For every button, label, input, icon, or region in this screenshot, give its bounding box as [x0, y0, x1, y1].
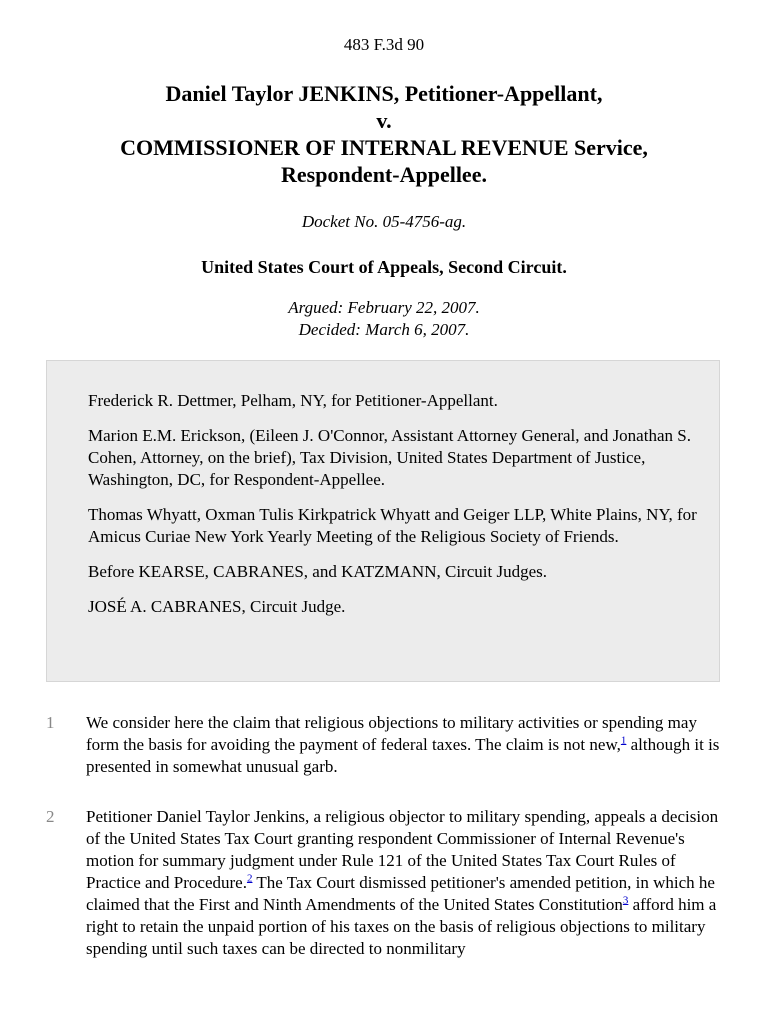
decided-date: Decided: March 6, 2007. — [298, 320, 470, 339]
paragraph-number: 2 — [46, 807, 55, 826]
footnote-link[interactable]: 2 — [246, 872, 253, 885]
paragraph-text-segment: although it is presented in somewhat unusual garb. — [86, 735, 720, 776]
counsel-panel — [46, 360, 720, 682]
docket-number: Docket No. 05-4756-ag. — [301, 212, 467, 231]
case-caption — [0, 80, 768, 188]
paragraph-text-segment: The Tax Court dismissed petitioner's amended petition, in which he claimed that the First and Ninth Amendments of the United States Constitution — [86, 873, 715, 914]
paragraph-text-segment: afford him a right to retain the unpaid portion of his taxes on the basis of religious objections to military spending until such taxes can be directed to nonmilitary — [86, 895, 717, 958]
counsel-amicus: Thomas Whyatt, Oxman Tulis Kirkpatrick Whyatt and Geiger LLP, White Plains, NY, for Amicus Curiae New York Yearly Meeting of the Religious Society of Friends. — [88, 505, 697, 546]
case-dates — [0, 297, 768, 341]
paragraph-text-segment: We consider here the claim that religious objections to military activities or spending may form the basis for avoiding the payment of federal taxes. The claim is not new, — [86, 713, 697, 754]
footnote-link[interactable]: 1 — [620, 734, 627, 747]
versus-line: v. — [376, 108, 392, 133]
opinion-author: JOSÉ A. CABRANES, Circuit Judge. — [88, 597, 346, 616]
petitioner-line: Daniel Taylor JENKINS, Petitioner-Appellant, — [165, 81, 603, 106]
paragraph-text-segment: Petitioner Daniel Taylor Jenkins, a religious objector to military spending, appeals a decision of the United States Tax Court granting respondent Commissioner of Internal Revenue's motion for summary judgment under Rule 121 of the United States Tax Court Rules of Practice and Procedure. — [86, 807, 719, 892]
respondent-line: COMMISSIONER OF INTERNAL REVENUE Service, — [120, 135, 648, 160]
counsel-respondent: Marion E.M. Erickson, (Eileen J. O'Connor, Assistant Attorney General, and Jonathan S. Cohen, Attorney, on the brief), Tax Division, United States Department of Justice, Washington, DC, for Respondent-Appellee. — [88, 426, 691, 489]
case-citation: 483 F.3d 90 — [343, 35, 425, 54]
paragraph-number: 1 — [46, 713, 55, 732]
paragraph-text — [86, 806, 726, 960]
court-name: United States Court of Appeals, Second Circuit. — [201, 257, 567, 277]
panel-judges: Before KEARSE, CABRANES, and KATZMANN, Circuit Judges. — [88, 562, 547, 581]
argued-date: Argued: February 22, 2007. — [288, 298, 480, 317]
respondent-role-line: Respondent-Appellee. — [281, 162, 487, 187]
paragraph-text — [86, 712, 726, 778]
footnote-link[interactable]: 3 — [622, 894, 629, 907]
counsel-petitioner: Frederick R. Dettmer, Pelham, NY, for Petitioner-Appellant. — [88, 391, 498, 410]
